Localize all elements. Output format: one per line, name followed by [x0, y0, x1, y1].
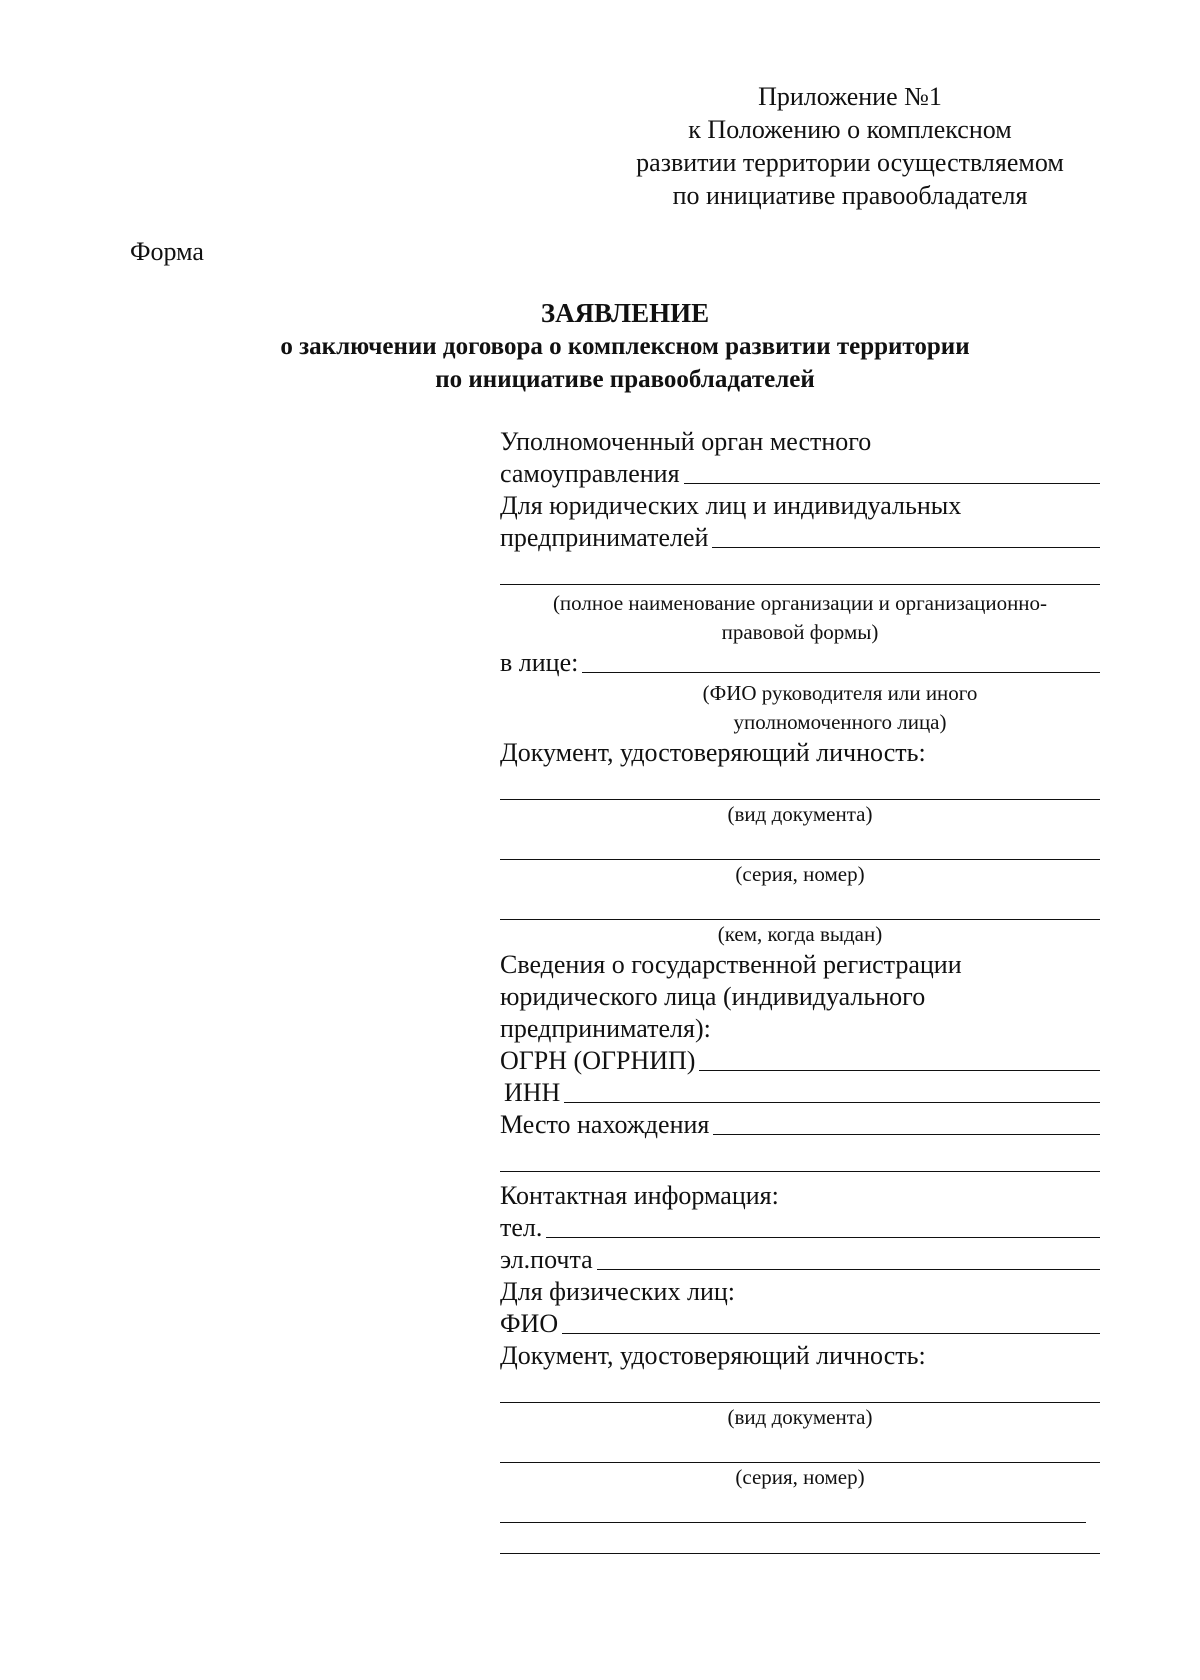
inn-label: ИНН — [504, 1078, 561, 1107]
annex-line-3: развитии территории осуществляемом — [636, 148, 1064, 177]
ogrn-row — [500, 1045, 1100, 1077]
authority-row — [500, 458, 1100, 490]
location-field[interactable] — [713, 1112, 1100, 1135]
location-field-2[interactable] — [500, 1141, 1100, 1172]
identity-document-label: Документ, удостоверяющий личность: — [500, 738, 926, 767]
ogrn-label: ОГРН (ОГРНИП) — [500, 1046, 696, 1075]
organization-caption-line-1: (полное наименование организации и организационно- — [552, 591, 1048, 615]
representative-label: в лице: — [500, 648, 579, 677]
document-series-field[interactable] — [500, 829, 1100, 860]
document-subtitle-line-2: по инициативе правообладателей — [435, 366, 815, 393]
contact-info-label: Контактная информация: — [500, 1181, 779, 1210]
individuals-label: Для физических лиц: — [500, 1277, 735, 1306]
document-heading — [160, 297, 1090, 396]
legal-entities-label: Для юридических лиц и индивидуальных — [500, 491, 962, 520]
application-form — [500, 426, 1100, 1554]
annex-header — [560, 80, 1140, 212]
document-type-field[interactable] — [500, 769, 1100, 800]
inn-field[interactable] — [564, 1080, 1100, 1103]
document-type-field-2[interactable] — [500, 1372, 1100, 1403]
representative-caption — [500, 679, 1100, 737]
entrepreneurs-label: предпринимателей — [500, 523, 709, 552]
representative-row — [500, 647, 1100, 679]
ogrn-field[interactable] — [699, 1048, 1100, 1071]
form-label: Форма — [130, 237, 204, 266]
organization-caption-line-2: правовой формы) — [721, 620, 879, 644]
document-series-caption-2: (серия, номер) — [735, 1465, 865, 1489]
entrepreneurs-row — [500, 522, 1100, 554]
fio-field[interactable] — [562, 1311, 1100, 1334]
annex-line-4: по инициативе правообладателя — [672, 181, 1028, 210]
identity-document-label-2: Документ, удостоверяющий личность: — [500, 1341, 926, 1370]
representative-field[interactable] — [582, 650, 1100, 673]
registration-label-3: предпринимателя): — [500, 1014, 711, 1043]
fio-label: ФИО — [500, 1309, 559, 1338]
phone-label: тел. — [500, 1213, 543, 1242]
document-title: ЗАЯВЛЕНИЕ — [540, 298, 710, 328]
organization-caption — [500, 589, 1100, 647]
fio-row — [500, 1308, 1100, 1340]
document-subtitle-line-1: о заключении договора о комплексном развитии территории — [280, 333, 970, 360]
email-field[interactable] — [597, 1247, 1100, 1270]
document-type-caption-2: (вид документа) — [727, 1405, 873, 1429]
representative-caption-line-1: (ФИО руководителя или иного — [702, 681, 978, 705]
document-series-field-2[interactable] — [500, 1432, 1100, 1463]
representative-caption-line-2: уполномоченного лица) — [733, 710, 947, 734]
inn-row — [500, 1077, 1100, 1109]
phone-field[interactable] — [546, 1215, 1100, 1238]
organization-field[interactable] — [712, 525, 1100, 548]
location-label: Место нахождения — [500, 1110, 710, 1139]
authority-field[interactable] — [684, 461, 1100, 484]
document-issued-field-3[interactable] — [500, 1523, 1100, 1554]
document-issued-field[interactable] — [500, 889, 1100, 920]
document-issued-field-2[interactable] — [500, 1492, 1086, 1523]
location-row — [500, 1109, 1100, 1141]
annex-line-2: к Положению о комплексном — [688, 115, 1012, 144]
registration-label-2: юридического лица (индивидуального — [500, 982, 926, 1011]
document-type-caption: (вид документа) — [727, 802, 873, 826]
organization-field-2[interactable] — [500, 554, 1100, 585]
email-label: эл.почта — [500, 1245, 593, 1274]
registration-label-1: Сведения о государственной регистрации — [500, 950, 962, 979]
authority-label: Уполномоченный орган местного — [500, 427, 872, 456]
annex-number: Приложение №1 — [758, 82, 942, 111]
authority-label-2: самоуправления — [500, 459, 680, 488]
document-series-caption: (серия, номер) — [735, 862, 865, 886]
email-row — [500, 1244, 1100, 1276]
phone-row — [500, 1212, 1100, 1244]
document-issued-caption: (кем, когда выдан) — [717, 922, 883, 946]
